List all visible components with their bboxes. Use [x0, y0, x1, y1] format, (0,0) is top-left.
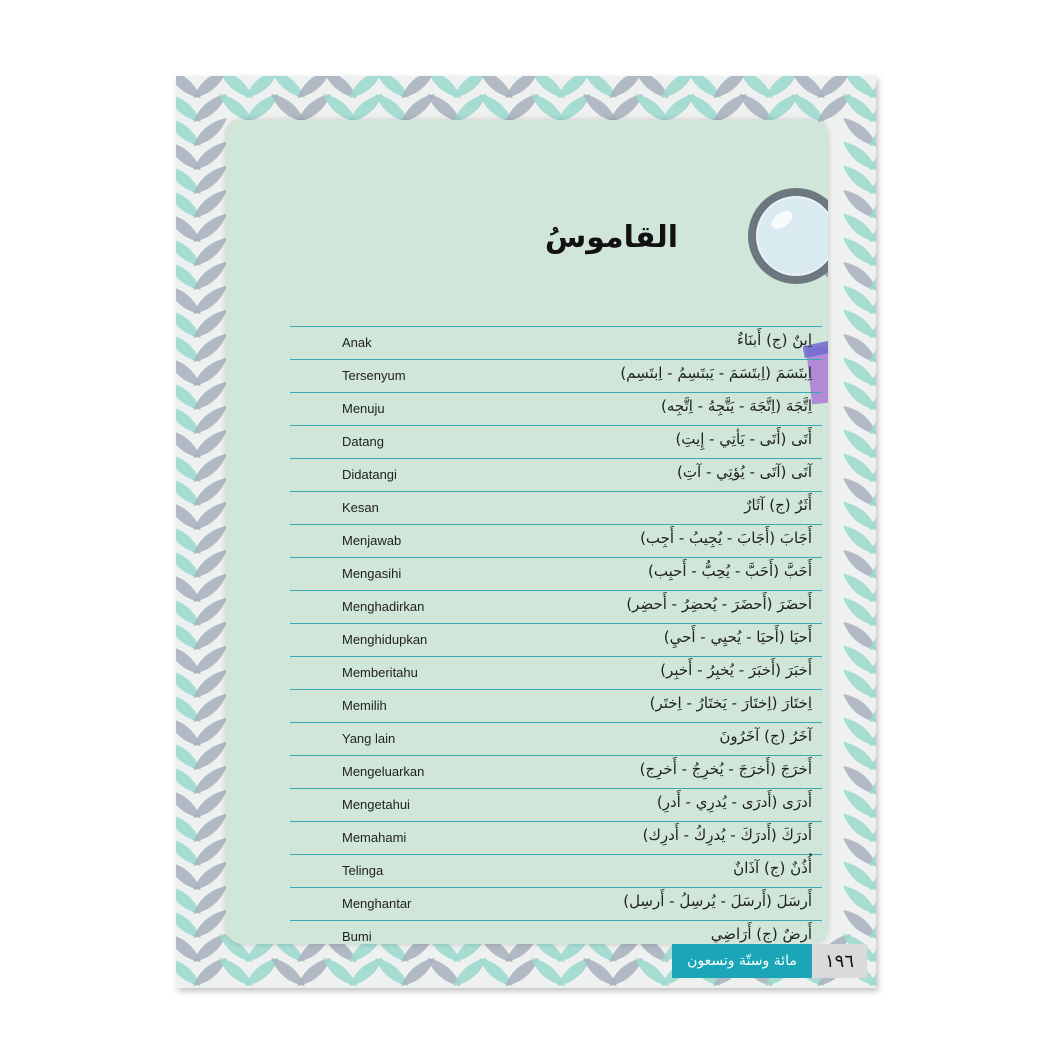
dictionary-list	[290, 326, 822, 944]
dictionary-entry	[290, 425, 822, 458]
entry-arabic-word: أَتَى (أَتَى - يَأتِي - إِيتِ)	[675, 430, 812, 448]
entry-arabic-word: اِتَّجَهَ (اِتَّجَهَ - يَتَّجِهُ - اِتَّجِه)	[661, 397, 812, 415]
page-number-words: مائة وستّة وتسعون	[672, 944, 812, 978]
entry-arabic-word: أَجَابَ (أَجَابَ - يُجِيبُ - أَجِب)	[640, 529, 812, 547]
entry-arabic-word: اِبنٌ (ج) أَبنَاءٌ	[736, 331, 812, 349]
entry-translation: Menuju	[342, 401, 385, 416]
dictionary-entry	[290, 359, 822, 392]
entry-translation: Anak	[342, 335, 372, 350]
entry-arabic-word: أَدرَكَ (أَدرَكَ - يُدرِكُ - أَدرِك)	[642, 826, 812, 844]
page-title: القاموسُ	[544, 220, 678, 255]
entry-translation: Memilih	[342, 698, 387, 713]
entry-arabic-word: اِختَارَ (اِختَارَ - يَختَارُ - اِختَر)	[649, 694, 812, 712]
entry-translation: Memahami	[342, 830, 407, 845]
entry-arabic-word: أَحيَا (أَحيَا - يُحيِي - أَحيِ)	[663, 628, 812, 646]
entry-translation: Memberitahu	[342, 665, 418, 680]
dictionary-card	[226, 120, 839, 944]
dictionary-entry	[290, 854, 822, 887]
dictionary-entry	[290, 788, 822, 821]
dictionary-entry	[290, 821, 822, 854]
dictionary-entry	[290, 326, 822, 359]
entry-translation: Menghantar	[342, 896, 412, 911]
entry-arabic-word: آخَرُ (ج) آخَرُونَ	[719, 727, 812, 745]
entry-translation: Tersenyum	[342, 368, 406, 383]
entry-arabic-word: أَثَرٌ (ج) آثَارٌ	[744, 496, 812, 514]
magnifier-icon	[746, 186, 828, 326]
entry-translation: Didatangi	[342, 467, 397, 482]
dictionary-entry	[290, 491, 822, 524]
entry-translation: Datang	[342, 434, 384, 449]
entry-arabic-word: أُذُنٌ (ج) آذَانٌ	[733, 859, 812, 877]
dictionary-entry	[290, 623, 822, 656]
dictionary-entry	[290, 392, 822, 425]
entry-arabic-word: أَحضَرَ (أَحضَرَ - يُحضِرُ - أَحضِر)	[626, 595, 812, 613]
entry-translation: Bumi	[342, 929, 372, 944]
dictionary-entry	[290, 755, 822, 788]
entry-translation: Telinga	[342, 863, 384, 878]
entry-arabic-word: أَرسَلَ (أَرسَلَ - يُرسِلُ - أَرسِل)	[623, 892, 812, 910]
entry-arabic-word: آتَى (آتَى - يُؤتِي - آتِ)	[677, 463, 812, 481]
page-footer	[672, 944, 876, 978]
section-letter-tab: ا	[803, 334, 828, 406]
entry-arabic-word: أَخرَجَ (أَخرَجَ - يُخرِجُ - أَخرِج)	[639, 760, 812, 778]
entry-translation: Menjawab	[342, 533, 402, 548]
dictionary-entry	[290, 590, 822, 623]
entry-arabic-word: اِبتَسَمَ (اِبتَسَمَ - يَبتَسِمُ - اِبتَسِم)	[620, 364, 812, 382]
entry-translation: Mengasihi	[342, 566, 402, 581]
entry-arabic-word: أَدرَى (أَدرَى - يُدرِي - أَدرِ)	[656, 793, 812, 811]
dictionary-entry	[290, 458, 822, 491]
dictionary-entry	[290, 524, 822, 557]
dictionary-entry	[290, 722, 822, 755]
dictionary-entry	[290, 920, 822, 944]
dictionary-entry	[290, 689, 822, 722]
entry-translation: Menghadirkan	[342, 599, 425, 614]
dictionary-entry	[290, 557, 822, 590]
page-number: ١٩٦	[812, 944, 867, 978]
entry-translation: Mengeluarkan	[342, 764, 425, 779]
entry-translation: Menghidupkan	[342, 632, 428, 647]
dictionary-page	[176, 76, 876, 988]
entry-arabic-word: أَرضٌ (ج) أَرَاضِي	[710, 925, 812, 943]
entry-arabic-word: أَخبَرَ (أَخبَرَ - يُخبِرُ - أَخبِر)	[660, 661, 812, 679]
entry-arabic-word: أَحَبَّ (أَحَبَّ - يُحِبُّ - أَحبِب)	[648, 562, 812, 580]
entry-translation: Mengetahui	[342, 797, 410, 812]
dictionary-entry	[290, 887, 822, 920]
entry-translation: Kesan	[342, 500, 379, 515]
dictionary-entry	[290, 656, 822, 689]
entry-translation: Yang lain	[342, 731, 396, 746]
